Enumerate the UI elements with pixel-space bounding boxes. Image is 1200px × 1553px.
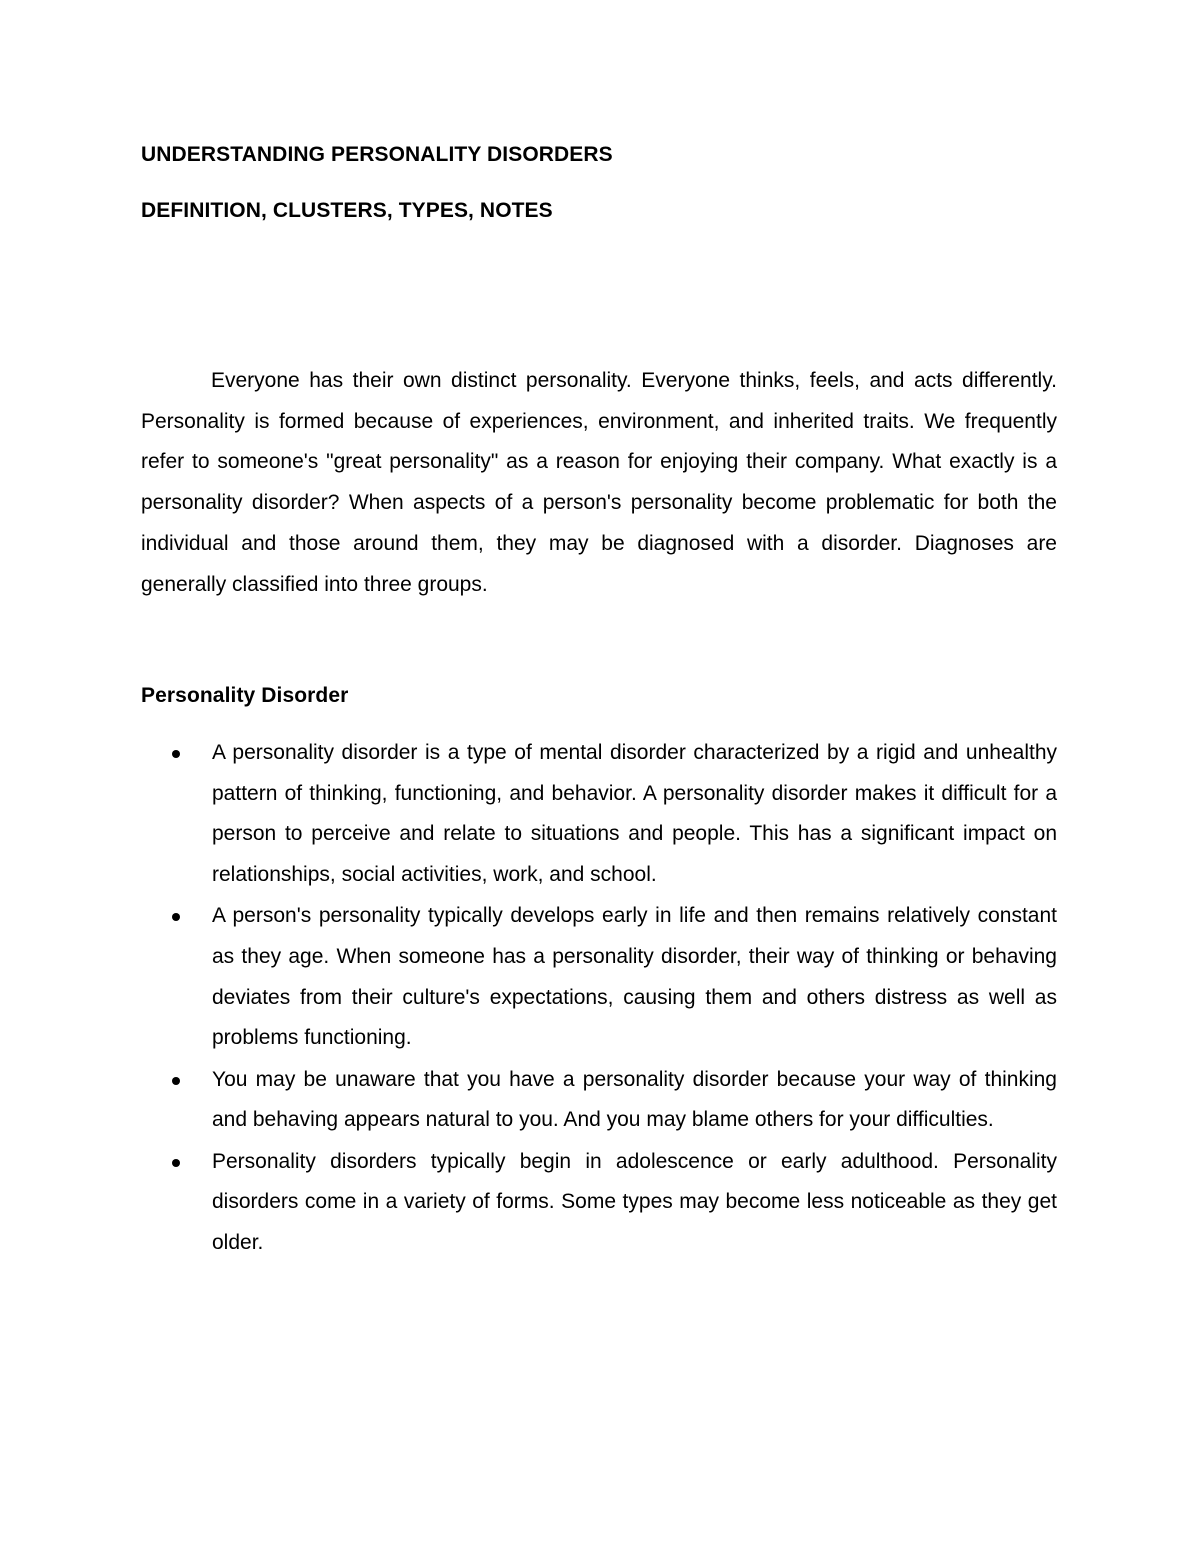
list-item-text: You may be unaware that you have a personality disorder because your way of thinking and behaving appears natural to you. And you may blame others for your difficulties. [212,1067,1057,1132]
list-item-text: A personality disorder is a type of mental disorder characterized by a rigid and unhealthy pattern of thinking, functioning, and behavior. A personality disorder makes it difficult for a person to perceive and relate to situations and people. This has a significant impact on relationships, social activities, work, and school. [212,741,1057,887]
list-item-text: Personality disorders typically begin in adolescence or early adulthood. Personality disorders come in a variety of forms. Some types may become less noticeable as they get older. [212,1149,1057,1254]
document-title: UNDERSTANDING PERSONALITY DISORDERS [141,143,613,166]
list-item [141,1060,1057,1141]
bullet-dot-icon [172,750,180,758]
list-item [141,733,1057,896]
bullet-dot-icon [172,1159,180,1167]
bullet-dot-icon [172,1077,180,1085]
bullet-list [141,733,1057,1264]
intro-paragraph: Everyone has their own distinct personality. Everyone thinks, feels, and acts differently. Personality is formed because of experiences, environment, and inherited traits. We frequently refer to someone's "great personality" as a reason for enjoying their company. What exactly is a personality disorder? When aspects of a person's personality become problematic for both the individual and those around them, they may be diagnosed with a disorder. Diagnoses are generally classified into three groups. [141,369,1057,596]
section-heading: Personality Disorder [141,684,349,707]
bullet-dot-icon [172,913,180,921]
list-item [141,896,1057,1059]
list-item-text: A person's personality typically develops early in life and then remains relatively constant as they age. When someone has a personality disorder, their way of thinking or behaving deviates from their culture's expectations, causing them and others distress as well as problems functioning. [212,904,1057,1050]
document-subtitle: DEFINITION, CLUSTERS, TYPES, NOTES [141,199,553,222]
list-item [141,1142,1057,1264]
